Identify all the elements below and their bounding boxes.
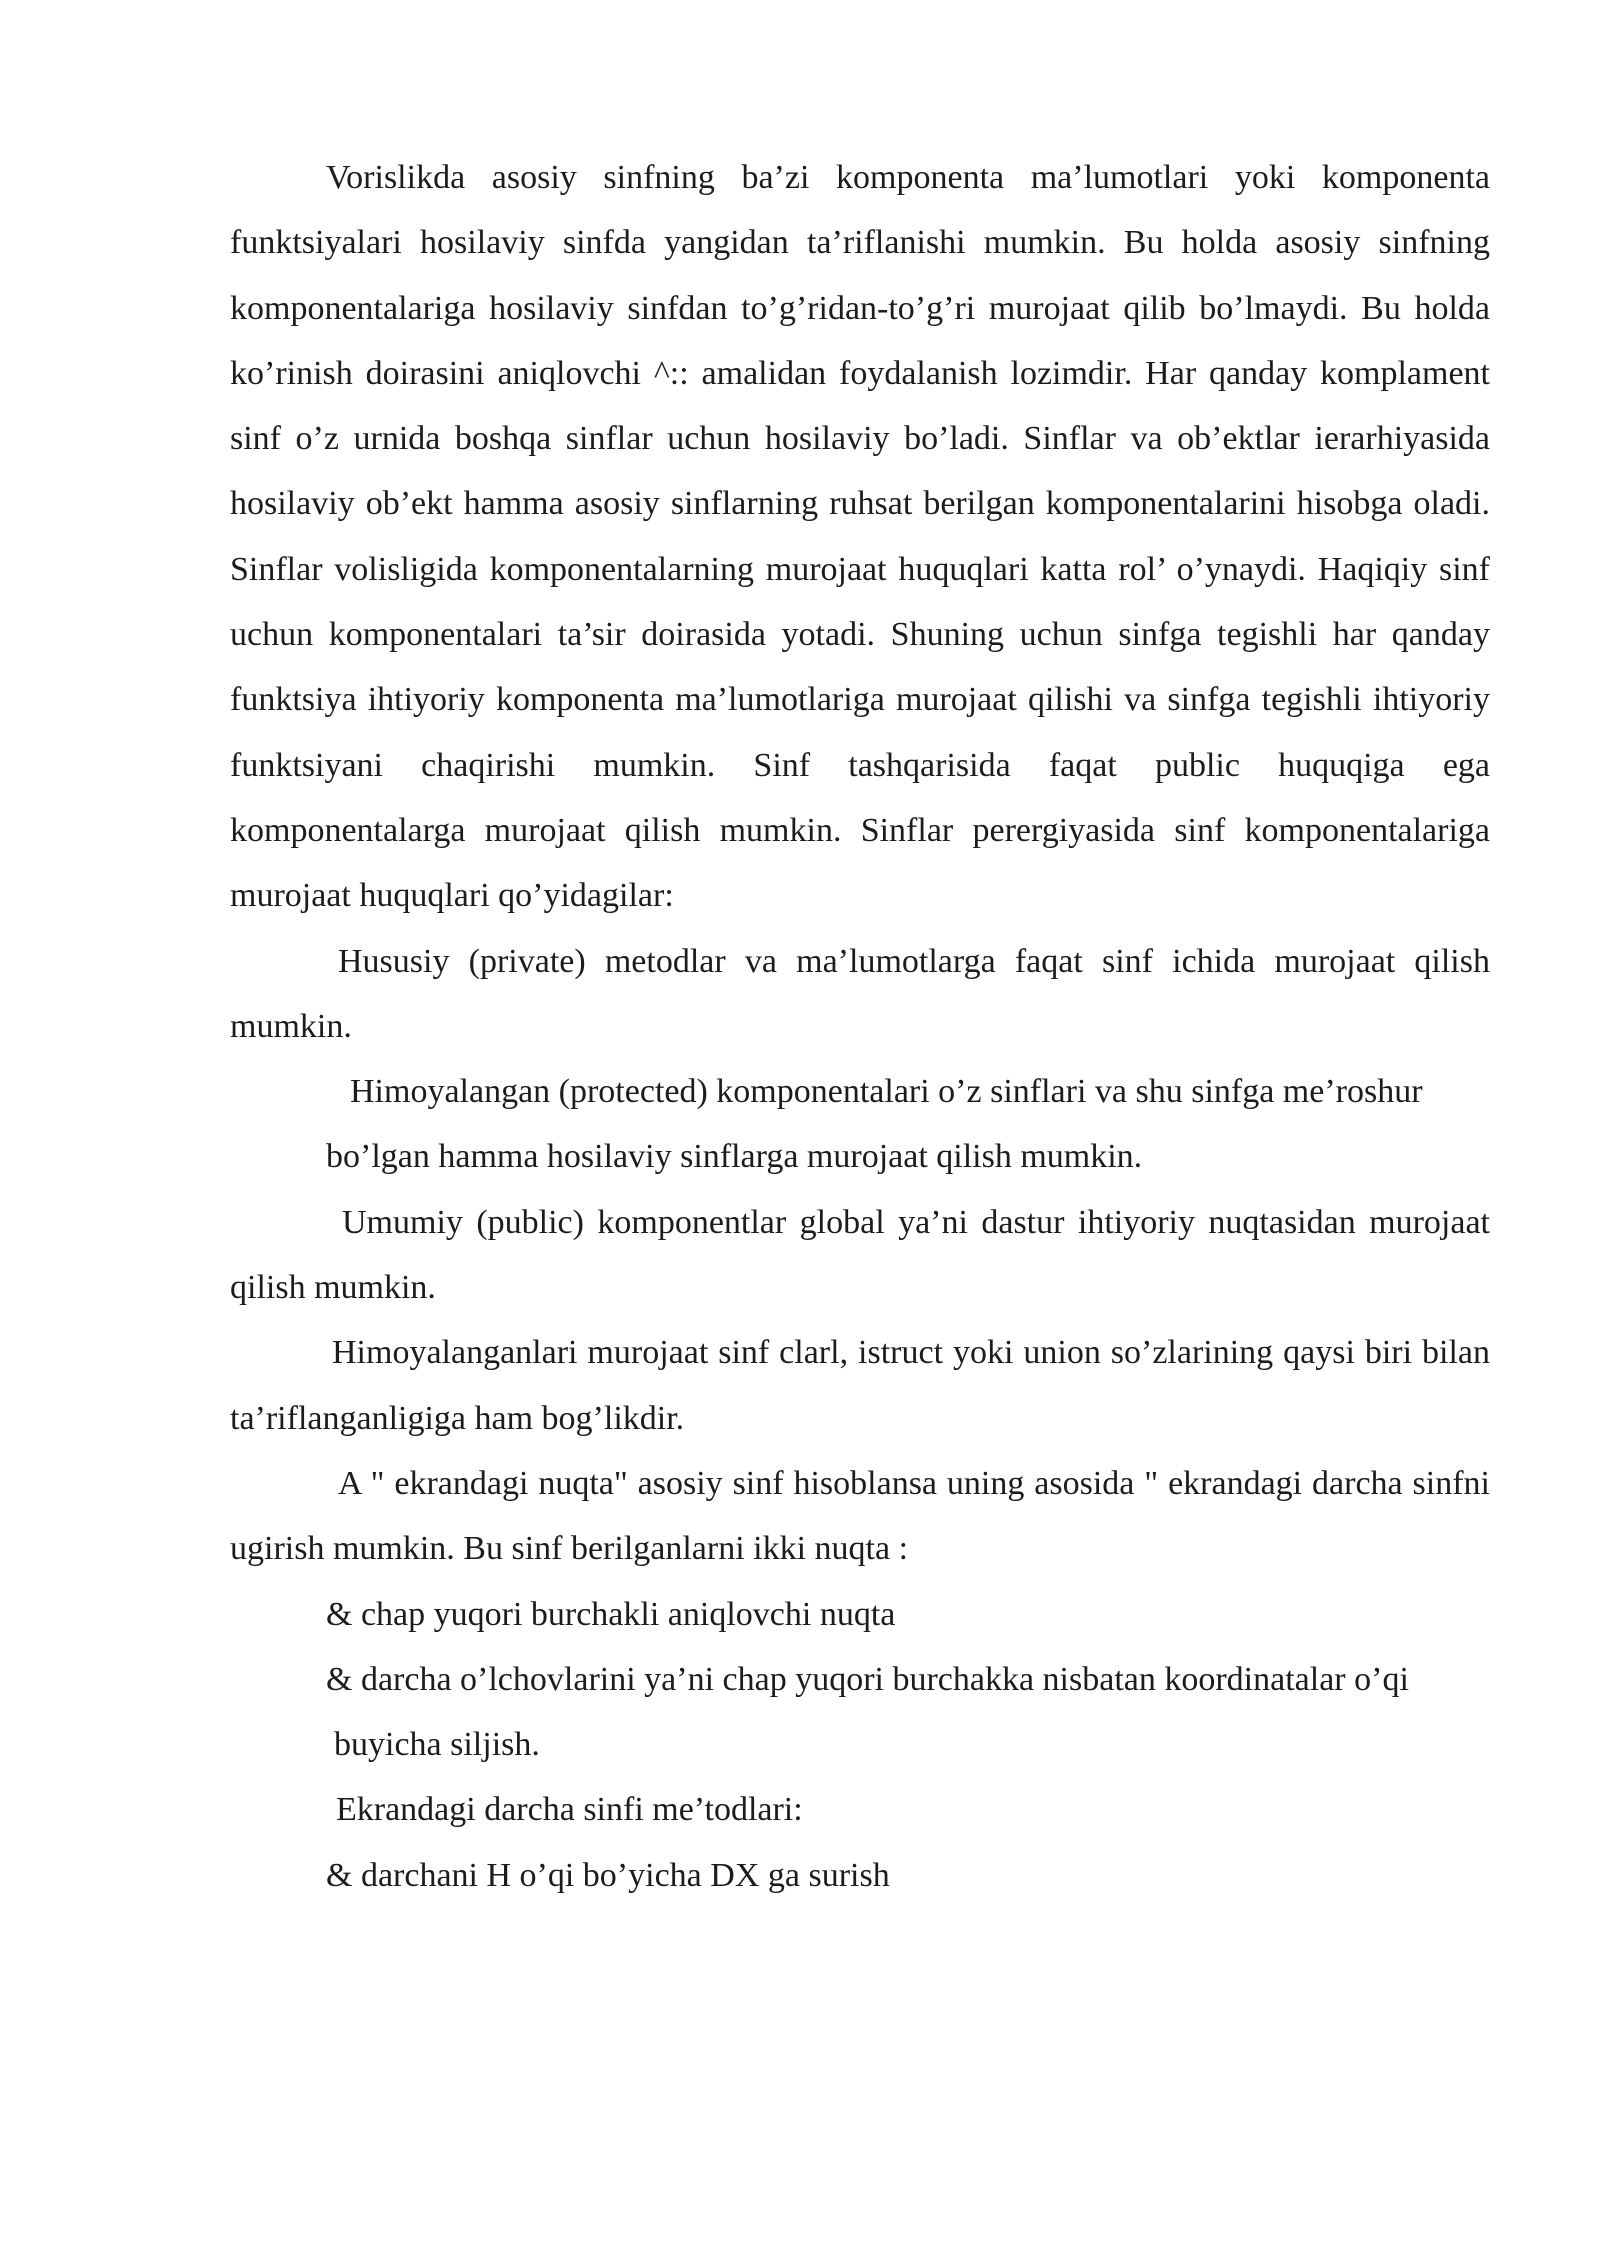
list-item-move-window: & darchani H o’qi bo’yicha DX ga surish [326, 1856, 890, 1894]
document-body [230, 145, 1490, 1908]
paragraph-protected-access: Himoyalangan (protected) komponentalari o’z sinflari va shu sinfga me’roshur [350, 1073, 1423, 1111]
paragraph-private-access: Hususiy (private) metodlar va ma’lumotlarga faqat sinf ichida murojaat qilish mumkin. [230, 942, 1490, 1045]
paragraph-protected-continuation: bo’lgan hamma hosilaviy sinflarga murojaat qilish mumkin. [326, 1138, 1143, 1176]
list-item-window-dimensions: & darcha o’lchovlarini ya’ni chap yuqori burchakka nisbatan koordinatalar o’qi [326, 1660, 1409, 1698]
paragraph-access-keywords: Himoyalanganlari murojaat sinf clarl, istruct yoki union so’zlarining qaysi biri bilan ta’riflanganligiga ham bog’likdir. [230, 1334, 1490, 1437]
list-item-dimensions-continuation: buyicha siljish. [334, 1726, 540, 1764]
list-item-top-left-point: & chap yuqori burchakli aniqlovchi nuqta [326, 1595, 896, 1633]
paragraph-inheritance-intro: Vorislikda asosiy sinfning ba’zi komponenta ma’lumotlari yoki komponenta funktsiyalari hosilaviy sinfda yangidan ta’riflanishi mumkin. Bu holda asosiy sinfning komponentalariga hosilaviy sinfdan to’g’ridan-to’g’ri murojaat qilib bo’lmaydi. Bu holda ko’rinish doirasini aniqlovchi ^:: amalidan foydalanish lozimdir. Har qanday komplament sinf o’z urnida boshqa sinflar uchun hosilaviy bo’ladi. Sinflar va ob’ektlar ierarhiyasida hosilaviy ob’ekt hamma asosiy sinflarning ruhsat berilgan komponentalarini hisobga oladi. Sinflar volisligida komponentalarning murojaat huquqlari katta rol’ o’ynaydi. Haqiqiy sinf uchun komponentalari ta’sir doirasida yotadi. Shuning uchun sinfga tegishli har qanday funktsiya ihtiyoriy komponenta ma’lumotlariga murojaat qilishi va sinfga tegishli ihtiyoriy funktsiyani chaqirishi mumkin. Sinf tashqarisida faqat public huquqiga ega komponentalarga murojaat qilish mumkin. Sinflar perergiyasida sinf komponentalariga murojaat huquqlari qo’yidagilar: [230, 159, 1490, 915]
paragraph-window-methods-heading: Ekrandagi darcha sinfi me’todlari: [336, 1791, 803, 1829]
paragraph-public-access: Umumiy (public) komponentlar global ya’ni dastur ihtiyoriy nuqtasidan murojaat qilish mumkin. [230, 1203, 1490, 1307]
paragraph-screen-point-example: A " ekrandagi nuqta" asosiy sinf hisoblansa uning asosida " ekrandagi darcha sinfni ugirish mumkin. Bu sinf berilganlarni ikki nuqta : [230, 1464, 1490, 1568]
